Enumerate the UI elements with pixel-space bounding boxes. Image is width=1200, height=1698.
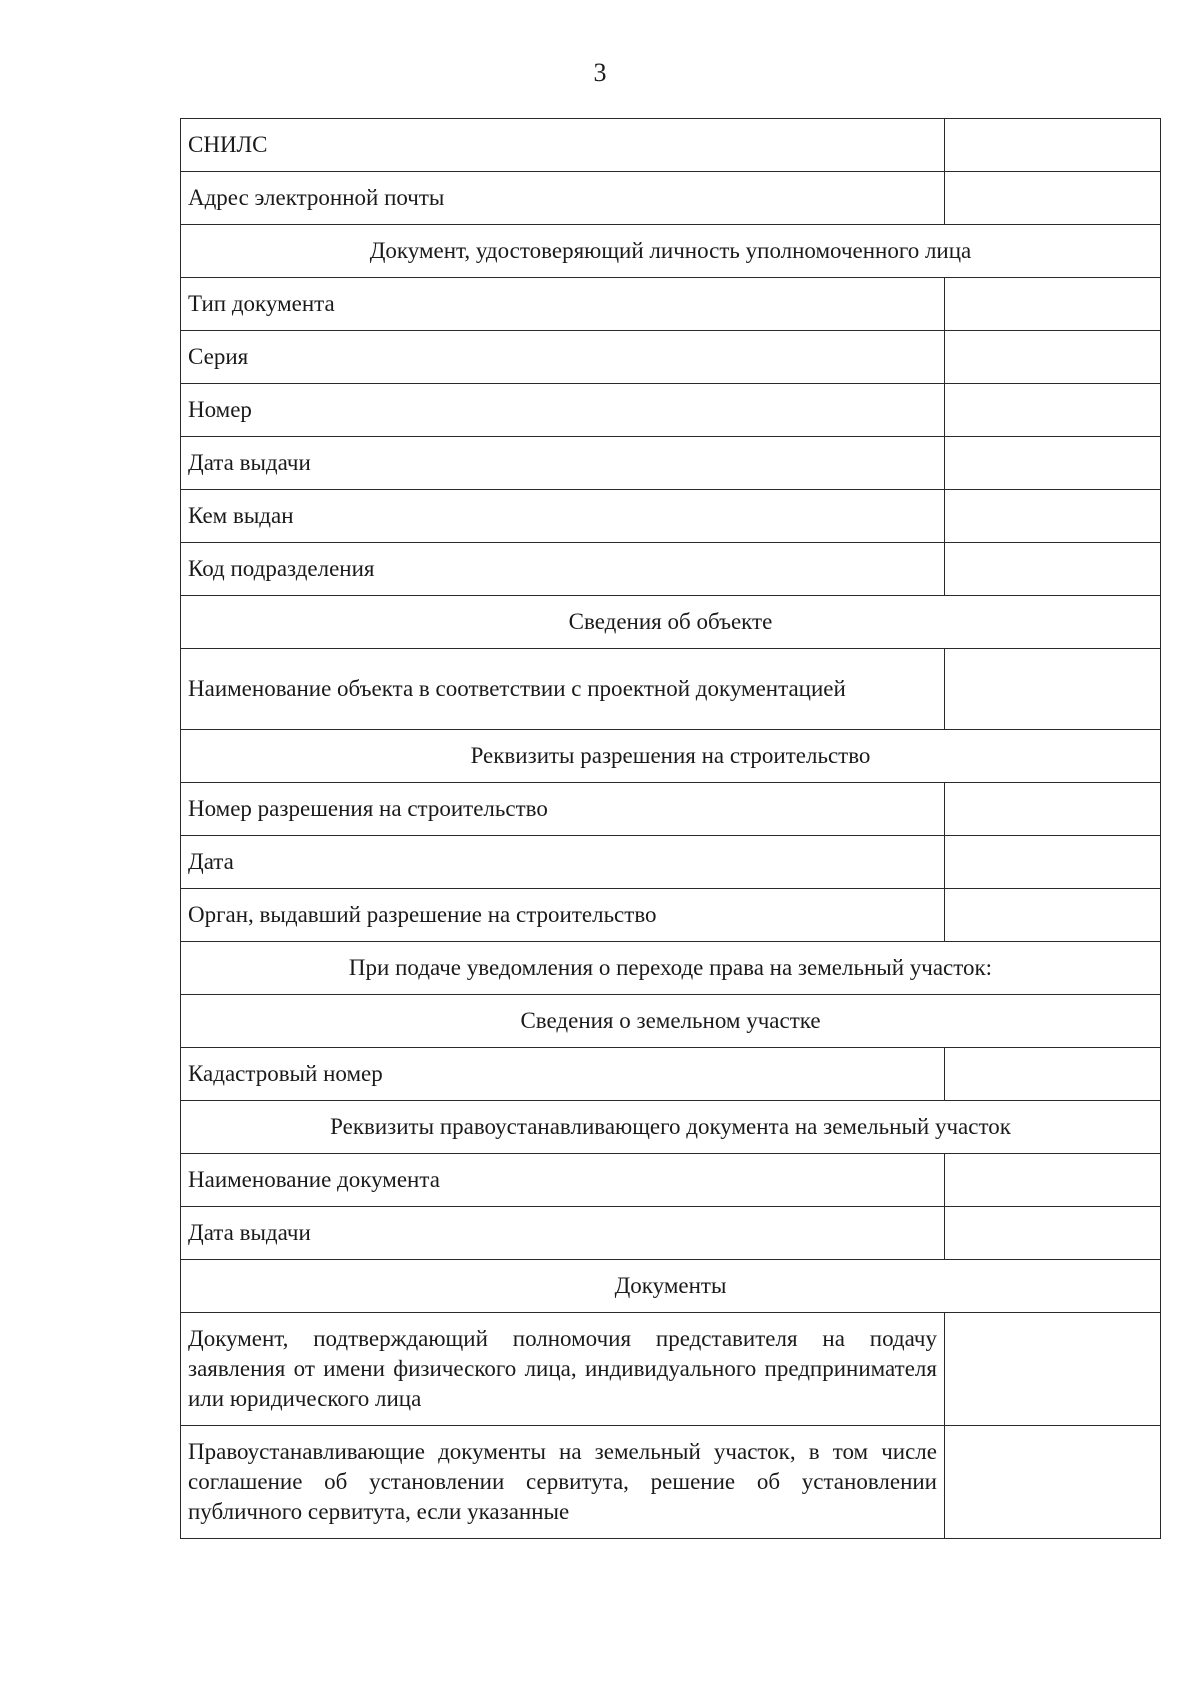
section-land-plot-info [181,995,1161,1048]
row-series [181,331,1161,384]
field-label: Дата выдачи [181,437,945,490]
object-name-value-cell[interactable] [945,649,1161,730]
department-code-value-cell[interactable] [945,543,1161,596]
row-permit-number [181,783,1161,836]
section-heading: При подаче уведомления о переходе права на земельный участок: [181,942,1161,995]
authority-document-value-cell[interactable] [945,1313,1161,1426]
email-value-cell[interactable] [945,172,1161,225]
section-building-permit [181,730,1161,783]
permit-authority-value-cell[interactable] [945,889,1161,942]
field-label: СНИЛС [181,119,945,172]
title-issue-date-value-cell[interactable] [945,1207,1161,1260]
row-number [181,384,1161,437]
section-object-info [181,596,1161,649]
field-label: Дата [181,836,945,889]
section-land-rights-transfer [181,942,1161,995]
number-value-cell[interactable] [945,384,1161,437]
field-label: Документ, подтверждающий полномочия представителя на подачу заявления от имени физического лица, индивидуального предпринимателя или юридического лица [181,1313,945,1426]
row-department-code [181,543,1161,596]
row-document-type [181,278,1161,331]
row-land-title-documents [181,1426,1161,1539]
row-permit-authority [181,889,1161,942]
row-issued-by [181,490,1161,543]
page-number: 3 [593,58,607,87]
section-title-document [181,1101,1161,1154]
row-email [181,172,1161,225]
document-name-value-cell[interactable] [945,1154,1161,1207]
section-heading: Сведения об объекте [181,596,1161,649]
cadastral-number-value-cell[interactable] [945,1048,1161,1101]
row-snils [181,119,1161,172]
field-label: Кем выдан [181,490,945,543]
field-label: Номер [181,384,945,437]
row-title-issue-date [181,1207,1161,1260]
form-table [180,118,1161,1539]
section-heading: Реквизиты разрешения на строительство [181,730,1161,783]
row-object-name [181,649,1161,730]
field-label: Кадастровый номер [181,1048,945,1101]
row-document-name [181,1154,1161,1207]
permit-number-value-cell[interactable] [945,783,1161,836]
row-permit-date [181,836,1161,889]
section-heading: Реквизиты правоустанавливающего документа на земельный участок [181,1101,1161,1154]
field-label: Дата выдачи [181,1207,945,1260]
field-label: Наименование объекта в соответствии с проектной документацией [181,649,945,730]
field-label: Тип документа [181,278,945,331]
section-heading: Документ, удостоверяющий личность уполномоченного лица [181,225,1161,278]
issued-by-value-cell[interactable] [945,490,1161,543]
field-label: Наименование документа [181,1154,945,1207]
issue-date-value-cell[interactable] [945,437,1161,490]
row-cadastral-number [181,1048,1161,1101]
field-label: Номер разрешения на строительство [181,783,945,836]
section-heading: Документы [181,1260,1161,1313]
permit-date-value-cell[interactable] [945,836,1161,889]
field-label: Правоустанавливающие документы на земельный участок, в том числе соглашение об установлении сервитута, решение об установлении публичного сервитута, если указанные [181,1426,945,1539]
field-label: Серия [181,331,945,384]
field-label: Код подразделения [181,543,945,596]
row-issue-date [181,437,1161,490]
section-identity-document [181,225,1161,278]
snils-value-cell[interactable] [945,119,1161,172]
field-label: Орган, выдавший разрешение на строительство [181,889,945,942]
section-heading: Сведения о земельном участке [181,995,1161,1048]
document-type-value-cell[interactable] [945,278,1161,331]
section-documents [181,1260,1161,1313]
land-title-documents-value-cell[interactable] [945,1426,1161,1539]
series-value-cell[interactable] [945,331,1161,384]
field-label: Адрес электронной почты [181,172,945,225]
row-authority-document [181,1313,1161,1426]
